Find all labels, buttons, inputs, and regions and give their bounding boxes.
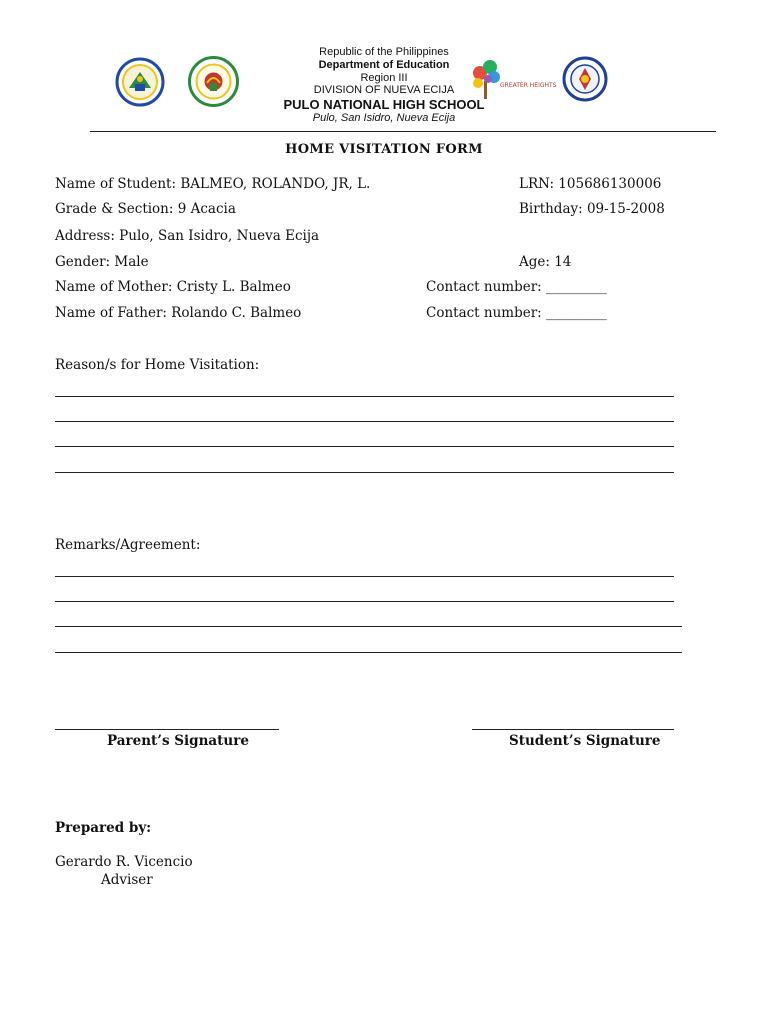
lrn-field: LRN: 105686130006 [519,176,662,192]
preparer-title: Adviser [101,872,153,888]
parent-signature-line [55,729,279,730]
header-divider [90,131,716,132]
form-title: HOME VISITATION FORM [285,142,483,157]
remarks-label: Remarks/Agreement: [55,537,201,553]
prepared-by-label: Prepared by: [55,820,152,836]
grade-section-field: Grade & Section: 9 Acacia [55,201,236,217]
father-name-field: Name of Father: Rolando C. Balmeo [55,305,302,321]
student-name-field: Name of Student: BALMEO, ROLANDO, JR, L. [55,176,371,192]
student-signature-label: Student’s Signature [509,733,661,749]
remarks-blank-line [55,601,674,602]
student-signature-line [472,729,674,730]
father-contact-field: Contact number: _________ [426,305,607,321]
remarks-blank-line [55,652,682,653]
remarks-blank-line [55,626,682,627]
reason-blank-line [55,396,674,397]
header-division: DIVISION OF NUEVA ECIJA [313,84,455,96]
remarks-blank-line [55,576,674,577]
mother-contact-field: Contact number: _________ [426,279,607,295]
header-department: Department of Education [318,59,450,71]
birthday-field: Birthday: 09-15-2008 [519,201,665,217]
gender-field: Gender: Male [55,254,149,270]
reason-blank-line [55,446,674,447]
tree-logo-text: GREATER HEIGHTS [500,82,557,89]
preparer-name: Gerardo R. Vicencio [55,854,193,870]
mother-name-field: Name of Mother: Cristy L. Balmeo [55,279,291,295]
header-region: Region III [360,72,408,84]
age-field: Age: 14 [519,254,572,270]
header-school-address: Pulo, San Isidro, Nueva Ecija [312,112,456,124]
header-republic: Republic of the Philippines [319,46,449,58]
parent-signature-label: Parent’s Signature [107,733,249,749]
address-field: Address: Pulo, San Isidro, Nueva Ecija [55,228,320,244]
reason-label: Reason/s for Home Visitation: [55,357,260,373]
reason-blank-line [55,421,674,422]
reason-blank-line [55,472,674,473]
header-school-name: PULO NATIONAL HIGH SCHOOL [283,97,485,112]
